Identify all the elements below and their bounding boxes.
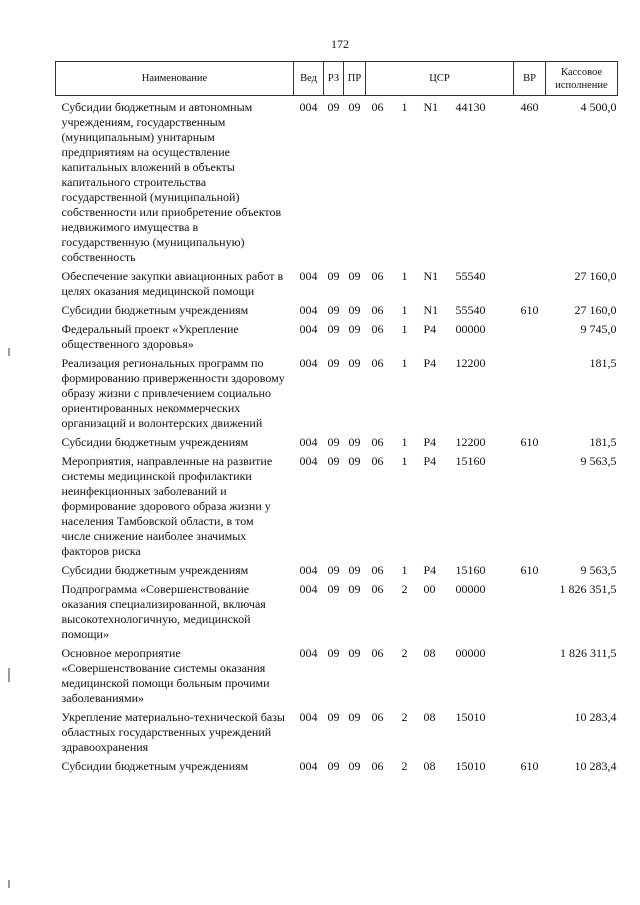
csr-program: 06 [371,435,384,449]
row-name: Обеспечение закупки авиационных работ в целях оказания медицинской помощи [61,269,284,298]
csr-direction: 44130 [455,100,486,114]
csr-subprogram: 2 [401,582,408,596]
csr-subprogram: 2 [401,759,408,773]
row-ved: 004 [299,100,318,114]
table-row [56,265,618,299]
row-name: Субсидии бюджетным учреждениям [61,303,249,317]
row-ved: 004 [299,303,318,317]
row-sum: 27 160,0 [574,303,617,317]
csr-direction: 00000 [455,322,486,336]
row-ved: 004 [299,269,318,283]
csr-event: 08 [423,759,436,773]
row-pr: 09 [348,303,361,317]
row-name: Укрепление материально-технической базы областных государственных учреждений здравоохранения [61,710,285,754]
row-csr [366,755,514,774]
scan-artifact [8,348,10,356]
row-name: Субсидии бюджетным учреждениям [61,759,249,773]
row-vr [514,578,546,642]
csr-subprogram: 1 [401,303,408,317]
row-pr: 09 [348,435,361,449]
row-rz: 09 [327,435,340,449]
row-name: Субсидии бюджетным учреждениям [61,435,249,449]
table-row [56,706,618,755]
row-name: Основное мероприятие «Совершенствование системы оказания медицинской помощи больным прочими заболеваниями» [61,646,270,705]
row-pr: 09 [348,710,361,724]
csr-direction: 15160 [455,563,486,577]
csr-direction: 00000 [455,582,486,596]
row-rz: 09 [327,646,340,660]
budget-table [55,61,618,774]
row-pr: 09 [348,563,361,577]
csr-program: 06 [371,356,384,370]
csr-event: P4 [423,435,437,449]
row-sum: 9 563,5 [580,454,617,468]
row-rz: 09 [327,356,340,370]
csr-program: 06 [371,454,384,468]
row-csr [366,96,514,266]
row-name: Субсидии бюджетным и автономным учреждениям, государственным (муниципальным) унитарным предприятиям на осуществление капитальных вложений в объекты капитального строительства государственной (муниципальной) собственности или приобретение объектов недвижимого имущества в государственную (муниципальную) собственность [61,100,282,264]
csr-program: 06 [371,269,384,283]
csr-event: P4 [423,454,437,468]
csr-direction: 55540 [455,303,486,317]
row-vr: 610 [520,435,539,449]
header-rz: РЗ [324,62,344,96]
row-sum: 1 826 351,5 [559,582,617,596]
row-sum: 27 160,0 [574,269,617,283]
row-sum: 9 745,0 [580,322,617,336]
row-ved: 004 [299,759,318,773]
row-sum: 10 283,4 [574,710,617,724]
header-csr: ЦСР [366,62,514,96]
row-ved: 004 [299,356,318,370]
row-pr: 09 [348,759,361,773]
row-sum: 10 283,4 [574,759,617,773]
row-sum: 4 500,0 [580,100,617,114]
csr-subprogram: 1 [401,100,408,114]
row-vr [514,706,546,755]
row-vr [514,450,546,559]
csr-event: 00 [423,582,436,596]
row-csr [366,265,514,299]
row-csr [366,450,514,559]
csr-direction: 55540 [455,269,486,283]
csr-event: N1 [423,303,439,317]
csr-program: 06 [371,759,384,773]
csr-subprogram: 1 [401,269,408,283]
row-csr [366,578,514,642]
table-row [56,96,618,266]
row-vr [514,318,546,352]
csr-event: P4 [423,563,437,577]
csr-event: P4 [423,322,437,336]
csr-subprogram: 1 [401,322,408,336]
csr-program: 06 [371,710,384,724]
csr-subprogram: 1 [401,356,408,370]
row-ved: 004 [299,646,318,660]
row-name: Федеральный проект «Укрепление общественного здоровья» [61,322,239,351]
csr-subprogram: 1 [401,563,408,577]
csr-program: 06 [371,322,384,336]
row-vr: 460 [520,100,539,114]
csr-subprogram: 1 [401,435,408,449]
row-pr: 09 [348,646,361,660]
row-sum: 181,5 [589,435,617,449]
row-ved: 004 [299,435,318,449]
csr-program: 06 [371,100,384,114]
row-sum: 1 826 311,5 [559,646,617,660]
csr-program: 06 [371,563,384,577]
row-sum: 9 563,5 [580,563,617,577]
csr-program: 06 [371,582,384,596]
csr-direction: 15160 [455,454,486,468]
row-csr [366,642,514,706]
header-vr: ВР [514,62,546,96]
csr-direction: 15010 [455,759,486,773]
csr-program: 06 [371,303,384,317]
csr-subprogram: 2 [401,710,408,724]
scan-artifact [8,880,10,888]
row-vr [514,642,546,706]
csr-event: N1 [423,269,439,283]
row-vr: 610 [520,759,539,773]
row-rz: 09 [327,100,340,114]
header-pr: ПР [344,62,366,96]
row-ved: 004 [299,322,318,336]
csr-subprogram: 1 [401,454,408,468]
csr-direction: 12200 [455,435,486,449]
header-sum: Кассовое исполнение [546,62,618,96]
table-row [56,450,618,559]
row-rz: 09 [327,303,340,317]
row-ved: 004 [299,454,318,468]
csr-event: N1 [423,100,439,114]
table-row [56,578,618,642]
row-pr: 09 [348,322,361,336]
table-body [56,96,618,775]
table-row [56,755,618,774]
csr-event: P4 [423,356,437,370]
csr-direction: 00000 [455,646,486,660]
row-vr: 610 [520,303,539,317]
table-row [56,642,618,706]
csr-subprogram: 2 [401,646,408,660]
row-csr [366,559,514,578]
table-row [56,431,618,450]
row-sum: 181,5 [589,356,617,370]
row-ved: 004 [299,710,318,724]
row-name: Подпрограмма «Совершенствование оказания специализированной, включая высокотехнологичную, медицинской помощи» [61,582,266,641]
row-pr: 09 [348,100,361,114]
header-name: Наименование [56,62,294,96]
row-rz: 09 [327,269,340,283]
row-pr: 09 [348,582,361,596]
table-row [56,352,618,431]
row-pr: 09 [348,454,361,468]
header-ved: Вед [294,62,324,96]
row-pr: 09 [348,356,361,370]
csr-direction: 12200 [455,356,486,370]
row-csr [366,431,514,450]
csr-program: 06 [371,646,384,660]
page-number: 172 [331,37,349,51]
row-rz: 09 [327,322,340,336]
table-row [56,299,618,318]
row-rz: 09 [327,454,340,468]
csr-event: 08 [423,646,436,660]
row-csr [366,352,514,431]
row-rz: 09 [327,582,340,596]
row-vr [514,352,546,431]
row-ved: 004 [299,582,318,596]
row-vr [514,265,546,299]
row-csr [366,299,514,318]
row-rz: 09 [327,759,340,773]
row-pr: 09 [348,269,361,283]
csr-direction: 15010 [455,710,486,724]
row-name: Мероприятия, направленные на развитие системы медицинской профилактики неинфекционных заболеваний и формирование здорового образа жизни у населения Тамбовской области, в том числе снижение наиболее значимых факторов риска [61,454,273,558]
table-row [56,559,618,578]
row-name: Субсидии бюджетным учреждениям [61,563,249,577]
row-rz: 09 [327,563,340,577]
table-header [56,62,618,96]
row-name: Реализация региональных программ по формированию приверженности здоровому образу жизни с привлечением социально ориентированных некоммерческих организаций и волонтерских движений [61,356,285,430]
row-rz: 09 [327,710,340,724]
row-csr [366,318,514,352]
csr-event: 08 [423,710,436,724]
row-ved: 004 [299,563,318,577]
row-csr [366,706,514,755]
row-vr: 610 [520,563,539,577]
table-row [56,318,618,352]
scan-artifact [8,668,10,682]
